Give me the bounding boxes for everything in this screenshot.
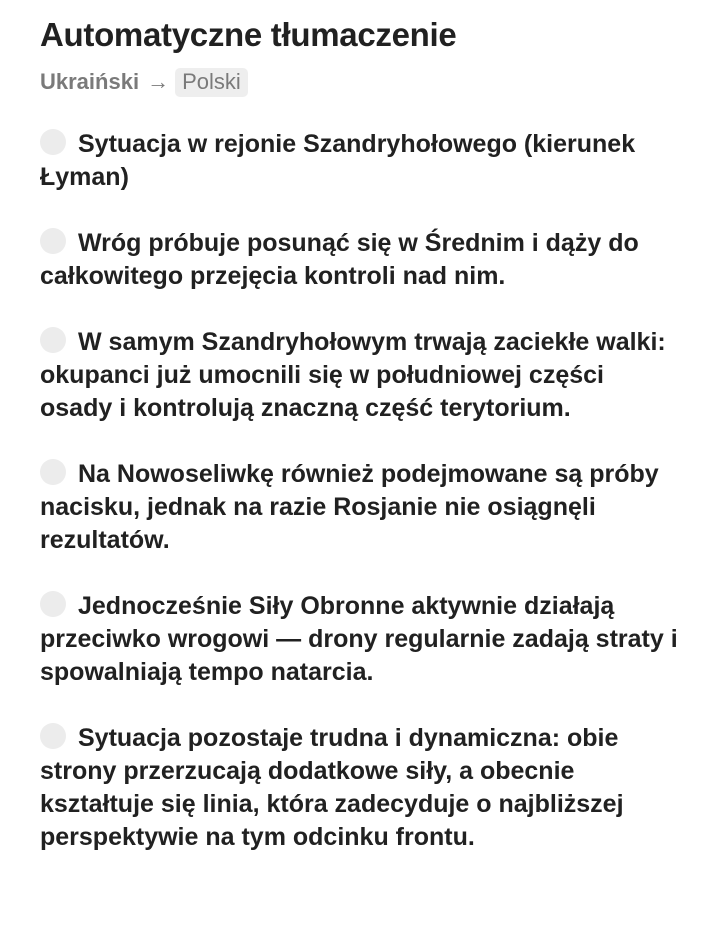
paragraph-6: [40, 722, 680, 854]
target-language-chip[interactable]: Polski: [175, 68, 248, 97]
language-pair: [40, 66, 680, 98]
paragraph-text: Sytuacja w rejonie Szandryhołowego (kierunek Łyman): [40, 130, 636, 191]
circle-bullet-icon: [40, 228, 66, 254]
circle-bullet-icon: [40, 723, 66, 749]
paragraph-text: Wróg próbuje posunąć się w Średnim i dąży do całkowitego przejęcia kontroli nad nim.: [40, 229, 639, 290]
circle-bullet-icon: [40, 459, 66, 485]
circle-bullet-icon: [40, 591, 66, 617]
paragraph-text: Jednocześnie Siły Obronne aktywnie działają przeciwko wrogowi — drony regularnie zadają straty i spowalniają tempo natarcia.: [40, 592, 678, 686]
paragraph-1: [40, 128, 680, 194]
page-title: Automatyczne tłumaczenie: [40, 16, 457, 53]
arrow-right-icon: →: [147, 69, 170, 94]
paragraph-3: [40, 326, 680, 425]
paragraph-text: W samym Szandryhołowym trwają zaciekłe walki: okupanci już umocnili się w południowej części osady i kontrolują znaczną część terytorium.: [40, 328, 666, 422]
circle-bullet-icon: [40, 129, 66, 155]
paragraph-2: [40, 227, 680, 293]
source-language: Ukraiński: [40, 69, 140, 94]
paragraph-4: [40, 458, 680, 557]
paragraph-text: Sytuacja pozostaje trudna i dynamiczna: obie strony przerzucają dodatkowe siły, a obecnie kształtuje się linia, która zadecyduje o najbliższej perspektywie na tym odcinku frontu.: [40, 724, 624, 851]
paragraph-5: [40, 590, 680, 689]
paragraph-text: Na Nowoseliwkę również podejmowane są próby nacisku, jednak na razie Rosjanie nie osiągnęli rezultatów.: [40, 460, 659, 554]
translated-text: [40, 128, 680, 854]
circle-bullet-icon: [40, 327, 66, 353]
